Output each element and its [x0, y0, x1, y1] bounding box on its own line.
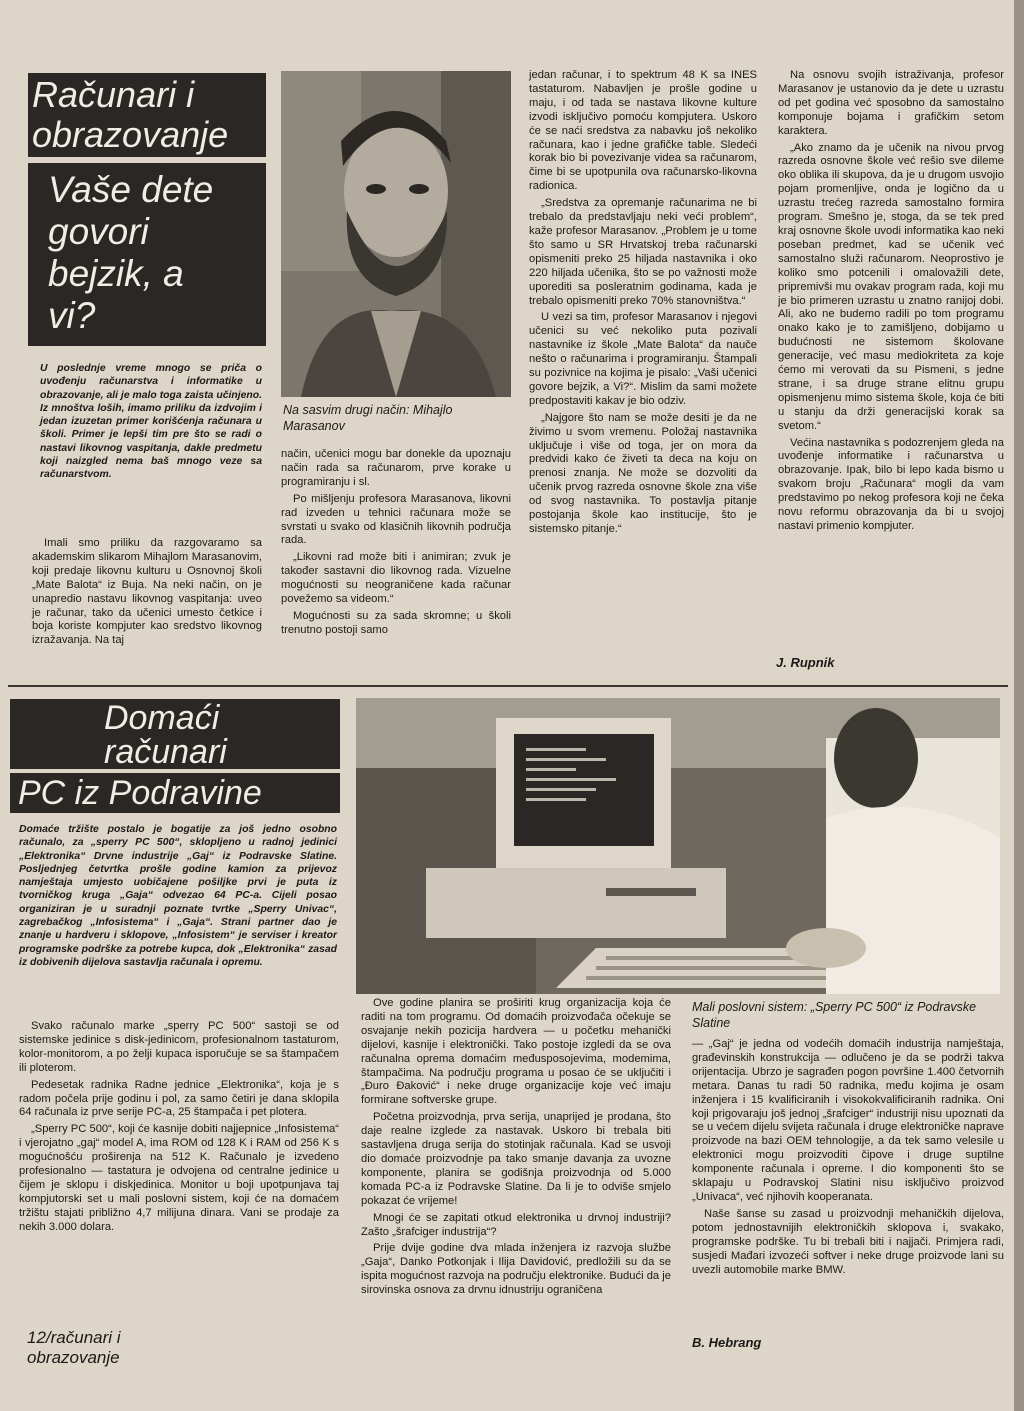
paragraph: Imali smo priliku da razgovaramo sa akademskim slikarom Mihajlom Marasanovim, koji predaje likovnu kulturu u Osnovnoj školi „Mate Balota“ iz Buja. Na neki način, on je unapredio nastavu likovnog vaspitanja: uveo je računar, tako da učenici umesto četkice i boja koriste kompjuter kao sredstvo likovnog izražavanja. Na taj	[32, 537, 262, 647]
page-edge-shadow	[1014, 0, 1024, 1411]
section-divider	[8, 685, 1008, 687]
headline-box	[28, 163, 266, 346]
kicker-line-2: obrazovanje	[32, 114, 229, 155]
article1-col3	[529, 69, 757, 540]
paragraph: „Najgore što nam se može desiti je da ne živimo u svom vremenu. Položaj nastavnika uključuje i više od toga, jer on mora da predvidi kako će živeti ta deca na koju on prenosi znanja. Ne može se dozvoliti da učenik prvog razreda osnovne škole zna više od svog nastavnika. To postavlja pitanje postojanja škole kao institucije, što je sistemsko pitanje.“	[529, 411, 757, 535]
article2-headline-line-2: računari	[104, 733, 227, 771]
article2-col1	[19, 1020, 339, 1238]
article2-col3	[692, 1038, 1004, 1280]
folio-line-1: 12/računari i	[27, 1328, 121, 1347]
paragraph: Naše šanse su zasad u proizvodnji mehaničkih dijelova, potom jednostavnijih elektroničkih sklopova i, svakako, programske podrške. Tu bi trebali biti i najjači. Primjera radi, susjedi Mađari izvozeći softver i neke druge proizvode lani su uvezli automobile marke BMW.	[692, 1207, 1004, 1276]
article2-signature: B. Hebrang	[692, 1335, 762, 1350]
paragraph: Početna proizvodnja, prva serija, unaprijed je prodana, što daje realne izglede za nastavak. Uskoro bi trebala biti sastavljena druga serija do stotinjak računala. Kad se usvoji dio domaće proizvodnje pa tako smanje davanja za uvozne komponente, planira se godišnja proizvodnja od 5.000 komada PC-a iz Podravske Slatine. Da li je to odviše smjelo pokazat će vrijeme!	[361, 1111, 671, 1207]
kicker-line-1: Računari i	[32, 74, 195, 115]
paragraph: „Sperry PC 500“, koji će kasnije dobiti najjepnice „Infosistema“ i vjerojatno „gaj“ model A, ima ROM od 128 K i RAM od 256 K s mogućnošću proširenja na 512 K. Računalo je izvedeno profesionalno — tastatura je odvojena od centralne jedinice u čijem je sklopu i diskjedinica. Monitor u boji upotpunjava taj kompjutorski set u mali poslovni sistem, koji će na domaćem tržištu stajati približno 4,7 milijuna dinara. Vani se prodaje za nekih 3.000 dolara.	[19, 1123, 339, 1233]
paragraph: Prije dvije godine dva mlada inženjera iz razvoja službe „Gaja“, Danko Potkonjak i Ilija Davidović, predložili su da se ispita mogućnost razvoja na području elektronike. Budući da je sirovinska osnova za drvnu idnustriju ograničena	[361, 1242, 671, 1297]
paragraph: jedan računar, i to spektrum 48 K sa INES tastaturom. Nabavljen je prošle godine u maju, i od tada se nastava likovne kulture izvodi isključivo pomoću kompjutera. Uskoro će se naći sredstva za nabavku još nekoliko računara, kao i jedne grafičke table. Sledeći korak bio bi povezivanje videa sa računarom, čime bi se upotpunila ova računarsko-likovna radionica.	[529, 69, 757, 193]
paragraph: Mogućnosti su za sada skromne; u školi trenutno postoji samo	[281, 609, 511, 636]
article2-col2	[361, 997, 671, 1301]
paragraph: — „Gaj“ je jedna od vodećih domaćih industrija namještaja, građevinskih konstrukcija — odlučeno je da se podrži takva orijentacija. Ubrzo je sagrađen pogon površine 1.400 četvornih metara. Danas tu radi 50 radnika, među kojima je osam inženjera i 15 kvalificiranih i visokokvalificiranih radnika. Oni koji prigovaraju još jednoj „šrafciger“ industriji nisu upoznati da se u većem dijelu svijeta računala i druge elektroničke naprave proizvode na bazi OEM tehnologije, a da tek samo velesile u elektronici mogu proizvoditi čipove i druge suptilne komponente računala i opreme. I dio komponenti što se sklapaju u Podravskoj Slatini nisu isključivo proizvod „Univaca“, već njihovih kooperanata.	[692, 1038, 1004, 1203]
page-folio	[27, 1328, 121, 1368]
article2-subheadline-box	[10, 773, 340, 813]
paragraph: „Likovni rad može biti i animiran; zvuk je također sastavni dio likovnog rada. Vizuelne mogućnosti su neograničene kada računar povežemo sa videom.“	[281, 551, 511, 606]
paragraph: način, učenici mogu bar donekle da upoznaju način rada sa računarom, prve korake u programiranju i sl.	[281, 448, 511, 488]
paragraph: Svako računalo marke „sperry PC 500“ sastoji se od sistemske jedinice s disk-jedinicom, profesionalnom tastaturom, kolor-monitorom, a po želji kupaca isporučuje se sa štampačem ili ploterom.	[19, 1020, 339, 1074]
kicker-box	[28, 73, 266, 157]
headline-line-3: bejzik, a	[48, 253, 184, 294]
paragraph: Pedesetak radnika Radne jednice „Elektronika“, koja je s radom počela prije godinu i pol, za samo četiri je dana sklopila 64 računala iz prve serije PC-a, 25 štampača i pet plotera.	[19, 1078, 339, 1119]
article2-headline-box	[10, 699, 340, 769]
headline-line-2: govori	[48, 211, 149, 252]
portrait-image	[281, 71, 511, 397]
article2-headline-line-1: Domaći	[104, 699, 220, 737]
paragraph: „Ako znamo da je učenik na nivou prvog razreda osnovne škole već rešio sve dileme oko oblika ili skupova, da je u drugom usvojio pojam promenljive, onda je logično da u uzrastu trećeg razreda samostalno formira program. Smešno je, stoga, da se tek pred kraj osnovne škole uvodi informatika kao neki poseban predmet, kad se učenik već samostalno služi računarom. Neoprostivo je koliko smo potcenili i omalovažili dete, pripremivši mu ovakav program rada, koji mu je bio primeren uzrastu u znatno ranijoj dobi. Ali, ako ne budemo radili po tom programu onako kako je to zamišljeno, dobijamo u budućnosti ne sistemom školovane generacije, već masu mediokriteta za koje ćemo mi verovati da su Pismeni, s jedne strane, i sa druge strane elitnu grupu opismenjenu mimo sistema škole, koja će biti u stanju da drži generacijski korak sa svetom.“	[778, 141, 1004, 432]
headline-line-4: vi?	[48, 295, 96, 336]
paragraph: Većina nastavnika s podozrenjem gleda na uvođenje informatike i računarstva u obrazovanje. Ipak, bilo bi lepo kada bismo u svakom broju „Računara“ mogli da vam predstavimo po nekog profesora koji ne čeka novu reformu obrazovanja da bi u svojoj nastavi primenio kompjuter.	[778, 436, 1004, 532]
article2-lede: Domaće tržište postalo je bogatije za još jedno osobno računalo, za „sperry PC 500“, sklopljeno u radnoj jedinici „Elektronika“ Drvne industrije „Gaj“ iz Podravske Slatine. Posljednjeg četvrtka prošle godine kamion za prijevoz namještaja umjesto uobičajene pošiljke prvi je puta iz tvorničkog kruga „Gaja“ odvezao 64 PC-a. Cijeli posao organiziran je u suradnji poznate tvrtke „Sperry Univac“, zagrebačkog „Infosistema“ i „Gaja“. Strani partner dao je znanje u hardveru i sklopove, „Infosistem“ je serviser i kreator programske podrške za potrebe kupca, dok „Elektronika“ zasad iz dobivenih dijelova sastavlja računala i opremu.	[19, 824, 337, 968]
paragraph: Na osnovu svojih istraživanja, profesor Marasanov je ustanovio da je dete u uzrastu od pet godina već sposobno da samostalno komponuje bojama i grafičkim setom karaktera.	[778, 69, 1004, 137]
paragraph: U vezi sa tim, profesor Marasanov i njegovi učenici su već nekoliko puta pozivali nastavnike iz škole „Mate Balota“ da nauče nešto o računarima i programiranju. Štampali su pozivnice na kojima je pisalo: „Vaši učenici govore bejzik, a Vi?“. Mislim da sami možete predpostaviti kakav je bio odziv.	[529, 311, 757, 407]
article1-col2	[281, 448, 511, 641]
article1-signature: J. Rupnik	[776, 655, 835, 670]
headline-line-1: Vaše dete	[48, 169, 214, 210]
paragraph: „Sredstva za opremanje računarima ne bi trebalo da predstavljaju neki veći problem“, kaže profesor Marasanov. „Problem je u tome što samo u SR Hrvatskoj treba računarski opismeniti preko 25 hiljada nastavnika i oko 220 hiljada učenika, što se po važnosti može uporediti sa posleratnim godinama, kada je trebalo opismeniti preko 70% stanovništva.“	[529, 197, 757, 307]
article1-col4	[778, 69, 1004, 537]
computer-photo	[356, 698, 1000, 994]
paragraph: Ove godine planira se proširiti krug organizacija koja će raditi na tom programu. Od domaćih proizvođača očekuje se osvajanje nekih pozicija hardvera — u početku mehanički dijelovi, kasnije i elektronički. Tako postoje izgledi da se ova računalna oprema domaćim međusposojevima, modemima, štampačima. Na području programa u posao će se uključiti i „Đuro Đaković“ i neke druge organizacije koje već imaju formirane softverske grupe.	[361, 997, 671, 1107]
article1-col1	[32, 537, 262, 651]
computer-caption: Mali poslovni sistem: „Sperry PC 500“ iz Podravske Slatine	[692, 1000, 977, 1030]
article2-subheadline: PC iz Podravine	[18, 774, 262, 812]
portrait-caption: Na sasvim drugi način: Mihajlo Marasanov	[283, 403, 453, 433]
folio-line-2: obrazovanje	[27, 1348, 120, 1367]
computer-image	[356, 698, 1000, 994]
paragraph: Po mišljenju profesora Marasanova, likovni rad izveden u tehnici računara može se svrstati u svako od klasičnih likovnih područja rada.	[281, 492, 511, 547]
paragraph: Mnogi će se zapitati otkud elektronika u drvnoj industriji? Zašto „šrafciger industrija“?	[361, 1211, 671, 1238]
portrait-photo	[281, 71, 511, 397]
article1-lede: U poslednje vreme mnogo se priča o uvođenju računarstva i informatike u obrazovanje, ali je malo toga zaista učinjeno. Iz mnoštva loših, imamo priliku da izdvojim i jedan izuzetan primer korišćenja računara u školi. Primer je lepši tim pre što se radi o nastavi likovnog vaspitanja, dakle predmetu koji naizgled nema baš mnogo veze sa računarstvom.	[40, 363, 262, 481]
